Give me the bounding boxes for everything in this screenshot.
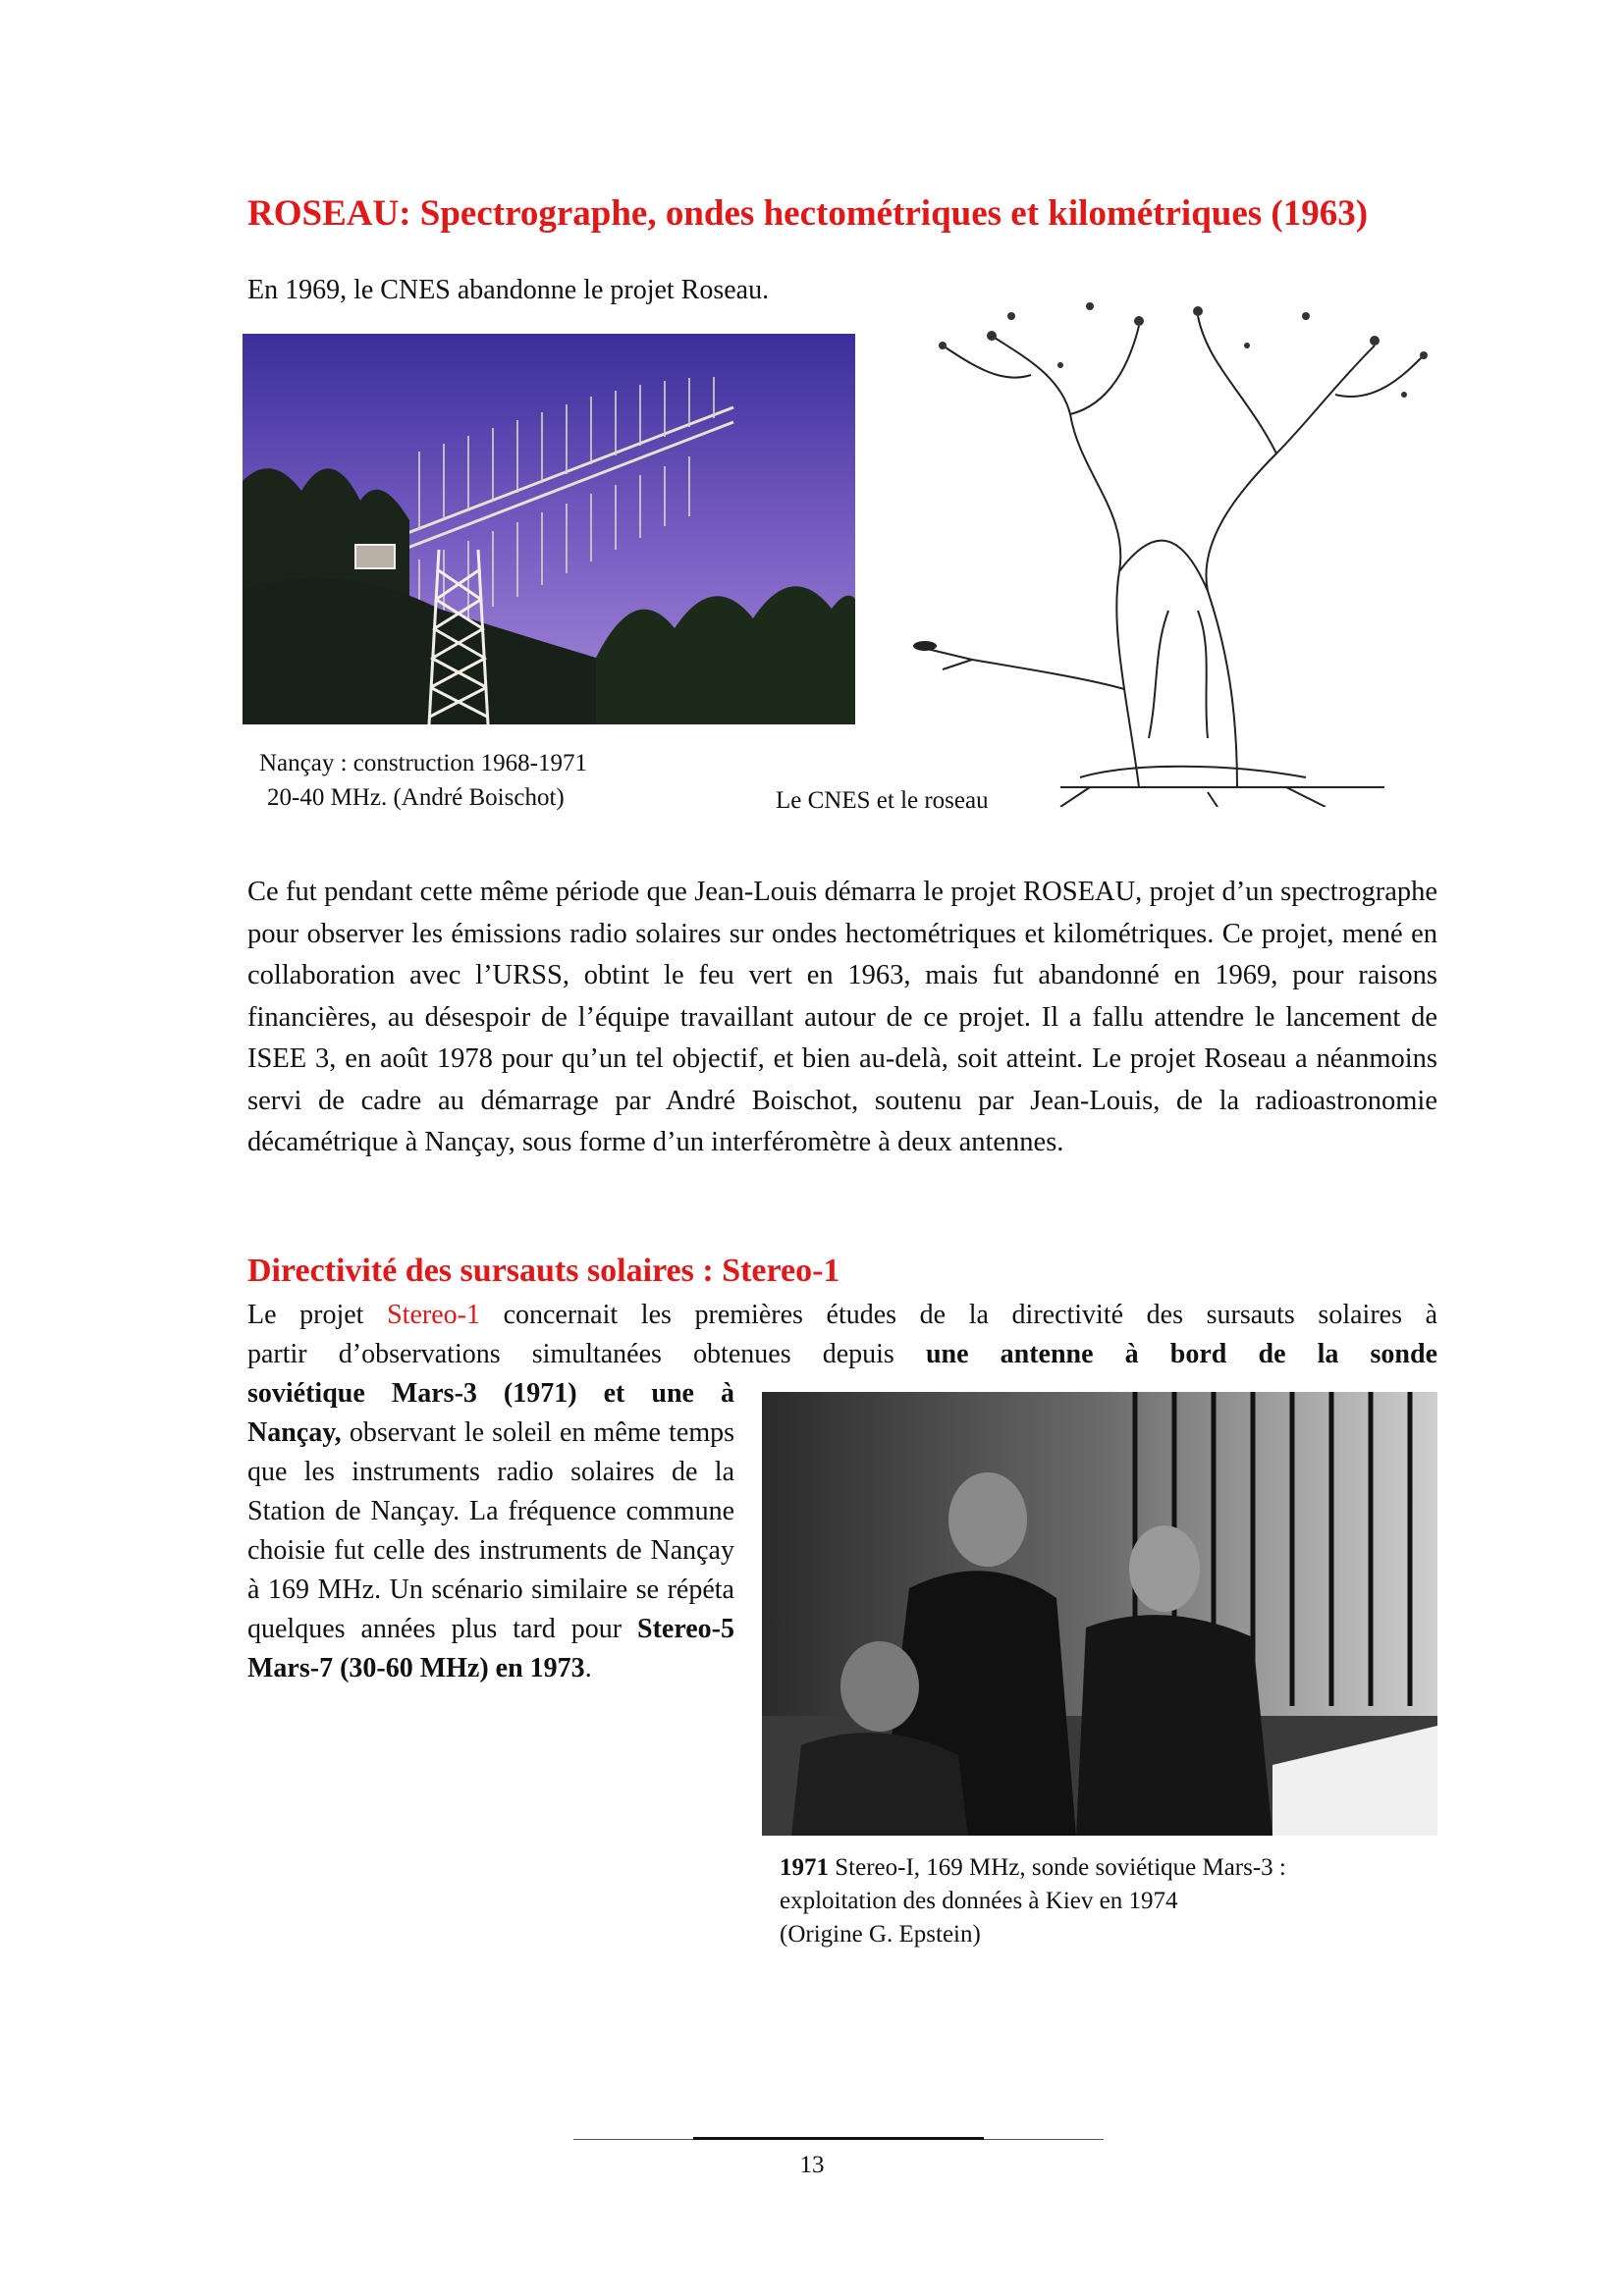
kiev-caption-line1: [780, 1851, 1408, 1885]
stereo1-line2-pre: partir d’observations simultanées obtenues depuis: [247, 1339, 894, 1369]
intro-text: En 1969, le CNES abandonne le projet Roseau.: [247, 275, 770, 305]
antenna-photo-caption-line1: Nançay : construction 1968-1971: [259, 750, 587, 776]
stereo1-bold-mars7: Stereo-5 Mars-7 (30-60 MHz) en 1973: [247, 1614, 734, 1683]
tree-drawing-caption: Le CNES et le roseau: [776, 787, 989, 814]
kiev-caption-year: 1971: [780, 1854, 829, 1881]
kiev-group-photo: [762, 1392, 1437, 1836]
section-heading-roseau: ROSEAU: Spectrographe, ondes hectométriques et kilométriques (1963): [247, 193, 1369, 234]
stereo1-link[interactable]: Stereo-1: [387, 1300, 480, 1330]
roseau-paragraph: Ce fut pendant cette même période que Jean-Louis démarra le projet ROSEAU, projet d’un spectrographe pour observer les émissions radio solaires sur ondes hectométriques et kilométriques. Ce projet, mené en collaboration avec l’URSS, obtint le feu vert en 1963, mais fut abandonné en 1969, pour raisons financières, au désespoir de l’équipe travaillant autour de ce projet. Il a fallu attendre le lancement de ISEE 3, en août 1978 pour qu’un tel objectif, et bien au-delà, soit atteint. Le projet Roseau a néanmoins servi de cadre au démarrage par André Boischot, soutenu par Jean-Louis, de la radioastronomie décamétrique à Nançay, sous forme d’un interféromètre à deux antennes.: [247, 877, 1437, 1157]
footer-rule-accent: [693, 2137, 984, 2140]
stereo1-column-body: observant le soleil en même temps que les instruments radio solaires de la Station de Nançay. La fréquence commune choisie fut celle des instruments de Nançay à 169 MHz. Un scénario similaire se répéta quelques années plus tard pour: [247, 1417, 734, 1644]
kiev-caption-line1-rest: Stereo-I, 169 MHz, sonde soviétique Mars-3 :: [829, 1854, 1286, 1881]
kiev-photo-caption: [780, 1851, 1408, 1951]
tree-drawing: [913, 277, 1443, 807]
kiev-caption-line2: exploitation des données à Kiev en 1974: [780, 1888, 1178, 1914]
section-heading-stereo1: Directivité des sursauts solaires : Stereo-1: [247, 1253, 840, 1289]
stereo1-bold-mars3: soviétique Mars-3 (1971) et une à Nançay,: [247, 1378, 734, 1448]
stereo1-column-text: [247, 1374, 734, 1688]
stereo1-intro-lines: [247, 1296, 1437, 1374]
antenna-photo: [243, 334, 855, 724]
stereo1-column-end: .: [584, 1653, 592, 1683]
stereo1-line1-pre: Le projet: [247, 1300, 364, 1330]
antenna-photo-caption-line2: 20-40 MHz. (André Boischot): [267, 784, 565, 811]
stereo1-line1: [247, 1296, 1437, 1335]
page-number: 13: [799, 2152, 825, 2178]
stereo1-line2-bold: une antenne à bord de la sonde: [925, 1339, 1437, 1369]
stereo1-line1-post: concernait les premières études de la directivité des sursauts solaires à: [503, 1300, 1438, 1330]
stereo1-line2: [247, 1335, 1437, 1374]
kiev-caption-line3: (Origine G. Epstein): [780, 1921, 981, 1948]
